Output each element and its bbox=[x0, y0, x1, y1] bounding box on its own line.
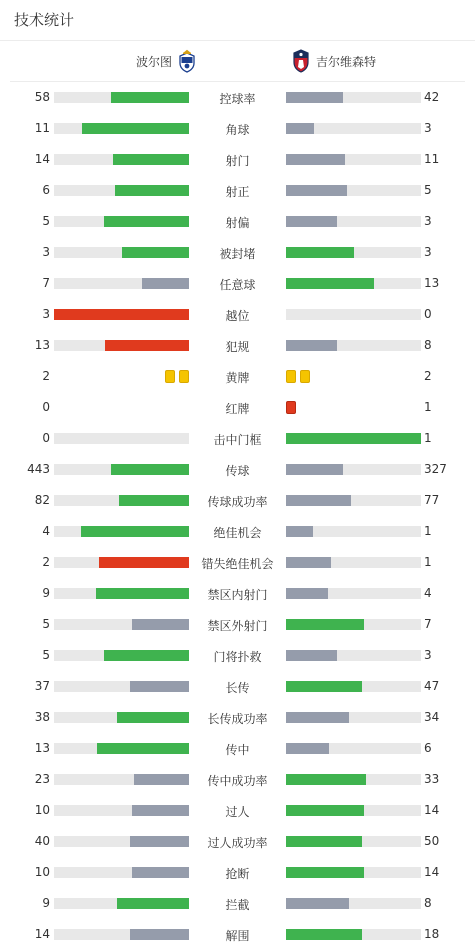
home-bar-fill bbox=[122, 247, 190, 258]
home-bar-fill bbox=[142, 278, 189, 289]
away-bar bbox=[286, 433, 421, 444]
stat-row bbox=[0, 268, 475, 299]
home-value: 5 bbox=[42, 617, 50, 631]
stat-row bbox=[0, 485, 475, 516]
home-value: 58 bbox=[34, 90, 50, 104]
away-value: 1 bbox=[424, 431, 432, 445]
stat-row bbox=[0, 609, 475, 640]
away-bar bbox=[286, 712, 421, 723]
away-bar-fill bbox=[286, 185, 347, 196]
home-bar-fill bbox=[117, 898, 189, 909]
home-bar bbox=[54, 712, 189, 723]
stat-row bbox=[0, 919, 475, 950]
away-bar bbox=[286, 681, 421, 692]
away-value: 6 bbox=[424, 741, 432, 755]
away-value: 327 bbox=[424, 462, 447, 476]
away-value: 3 bbox=[424, 214, 432, 228]
home-bar bbox=[54, 216, 189, 227]
stat-label: 角球 bbox=[225, 123, 250, 137]
stat-label: 禁区外射门 bbox=[207, 619, 268, 633]
away-team-name: 吉尔维森特 bbox=[316, 54, 377, 69]
stat-row bbox=[0, 702, 475, 733]
away-bar-fill bbox=[286, 278, 374, 289]
stat-label: 黄牌 bbox=[225, 371, 250, 385]
away-bar-fill bbox=[286, 433, 421, 444]
home-value: 0 bbox=[42, 400, 50, 414]
home-value: 9 bbox=[42, 586, 50, 600]
home-bar bbox=[54, 278, 189, 289]
away-bar bbox=[286, 619, 421, 630]
home-value: 0 bbox=[42, 431, 50, 445]
away-bar bbox=[286, 867, 421, 878]
stat-label: 过人成功率 bbox=[207, 836, 268, 850]
stat-label: 过人 bbox=[225, 805, 250, 819]
away-bar bbox=[286, 526, 421, 537]
stat-label: 红牌 bbox=[225, 402, 250, 416]
home-value: 3 bbox=[42, 307, 50, 321]
home-bar bbox=[54, 836, 189, 847]
home-bar bbox=[54, 495, 189, 506]
away-bar bbox=[286, 929, 421, 940]
home-value: 82 bbox=[34, 493, 50, 507]
away-value: 77 bbox=[424, 493, 440, 507]
away-bar-fill bbox=[286, 123, 314, 134]
home-value: 23 bbox=[34, 772, 50, 786]
away-bar-fill bbox=[286, 867, 364, 878]
home-value: 7 bbox=[42, 276, 50, 290]
away-bar bbox=[286, 154, 421, 165]
home-bar bbox=[54, 681, 189, 692]
away-bar bbox=[286, 898, 421, 909]
away-bar-fill bbox=[286, 712, 349, 723]
stat-row bbox=[0, 857, 475, 888]
home-value: 5 bbox=[42, 648, 50, 662]
home-bar-fill bbox=[134, 774, 189, 785]
home-bar-fill bbox=[81, 526, 189, 537]
home-bar-fill bbox=[117, 712, 189, 723]
away-value: 5 bbox=[424, 183, 432, 197]
home-bar bbox=[54, 309, 189, 320]
home-value: 38 bbox=[34, 710, 50, 724]
stat-row bbox=[0, 144, 475, 175]
away-bar-fill bbox=[286, 216, 337, 227]
section-title: 技术统计 bbox=[14, 11, 75, 29]
away-value: 11 bbox=[424, 152, 440, 166]
stat-row bbox=[0, 175, 475, 206]
home-bar-fill bbox=[113, 154, 189, 165]
stat-row bbox=[0, 206, 475, 237]
home-bar-fill bbox=[130, 836, 189, 847]
stat-row bbox=[0, 330, 475, 361]
away-bar bbox=[286, 495, 421, 506]
stat-row bbox=[0, 361, 475, 392]
stat-row bbox=[0, 547, 475, 578]
away-value: 47 bbox=[424, 679, 440, 693]
home-bar-fill bbox=[54, 309, 189, 320]
stat-label: 越位 bbox=[225, 309, 250, 323]
home-bar bbox=[54, 464, 189, 475]
home-bar bbox=[54, 743, 189, 754]
away-value: 3 bbox=[424, 648, 432, 662]
stat-row bbox=[0, 578, 475, 609]
stat-label: 拦截 bbox=[225, 898, 250, 912]
home-bar-fill bbox=[130, 929, 189, 940]
stat-row bbox=[0, 888, 475, 919]
away-bar-fill bbox=[286, 898, 349, 909]
home-bar-fill bbox=[130, 681, 189, 692]
away-bar bbox=[286, 650, 421, 661]
away-bar-fill bbox=[286, 526, 313, 537]
away-bar bbox=[286, 557, 421, 568]
away-bar bbox=[286, 743, 421, 754]
stat-row bbox=[0, 640, 475, 671]
home-bar bbox=[54, 774, 189, 785]
away-bar-fill bbox=[286, 154, 345, 165]
stat-label: 抢断 bbox=[225, 867, 250, 881]
stat-row bbox=[0, 826, 475, 857]
away-bar-fill bbox=[286, 805, 364, 816]
stat-row bbox=[0, 764, 475, 795]
home-bar bbox=[54, 588, 189, 599]
away-bar bbox=[286, 185, 421, 196]
stat-row bbox=[0, 237, 475, 268]
home-bar-fill bbox=[96, 588, 189, 599]
home-bar-fill bbox=[105, 340, 189, 351]
home-team[interactable] bbox=[136, 41, 196, 81]
home-cards bbox=[54, 370, 189, 383]
away-bar bbox=[286, 309, 421, 320]
home-value: 9 bbox=[42, 896, 50, 910]
home-bar bbox=[54, 185, 189, 196]
home-bar bbox=[54, 247, 189, 258]
away-bar bbox=[286, 588, 421, 599]
yellow-card-icon bbox=[179, 370, 189, 383]
home-value: 13 bbox=[34, 741, 50, 755]
away-bar-fill bbox=[286, 650, 337, 661]
home-bar bbox=[54, 805, 189, 816]
away-bar bbox=[286, 278, 421, 289]
home-bar bbox=[54, 92, 189, 103]
stats-list bbox=[0, 82, 475, 950]
home-bar bbox=[54, 867, 189, 878]
stat-row bbox=[0, 113, 475, 144]
home-bar bbox=[54, 123, 189, 134]
stat-label: 控球率 bbox=[219, 92, 256, 106]
away-bar bbox=[286, 836, 421, 847]
away-value: 0 bbox=[424, 307, 432, 321]
away-bar-fill bbox=[286, 557, 331, 568]
home-value: 2 bbox=[42, 369, 50, 383]
home-bar-fill bbox=[97, 743, 189, 754]
away-bar-fill bbox=[286, 340, 337, 351]
stat-label: 禁区内射门 bbox=[207, 588, 268, 602]
away-bar-fill bbox=[286, 92, 343, 103]
home-bar bbox=[54, 929, 189, 940]
away-value: 14 bbox=[424, 803, 440, 817]
away-bar bbox=[286, 774, 421, 785]
away-value: 4 bbox=[424, 586, 432, 600]
home-bar bbox=[54, 433, 189, 444]
home-value: 10 bbox=[34, 865, 50, 879]
home-value: 4 bbox=[42, 524, 50, 538]
home-bar bbox=[54, 619, 189, 630]
home-value: 13 bbox=[34, 338, 50, 352]
away-bar bbox=[286, 464, 421, 475]
home-bar-fill bbox=[111, 464, 189, 475]
home-bar-fill bbox=[115, 185, 189, 196]
away-bar-fill bbox=[286, 774, 366, 785]
home-bar bbox=[54, 557, 189, 568]
home-value: 14 bbox=[34, 152, 50, 166]
away-value: 8 bbox=[424, 338, 432, 352]
home-value: 40 bbox=[34, 834, 50, 848]
home-value: 5 bbox=[42, 214, 50, 228]
away-cards bbox=[286, 401, 421, 414]
yellow-card-icon bbox=[286, 370, 296, 383]
away-bar-fill bbox=[286, 681, 362, 692]
home-bar bbox=[54, 650, 189, 661]
away-bar bbox=[286, 805, 421, 816]
away-value: 7 bbox=[424, 617, 432, 631]
stat-row bbox=[0, 454, 475, 485]
home-bar-fill bbox=[119, 495, 189, 506]
stat-label: 射正 bbox=[225, 185, 250, 199]
away-value: 14 bbox=[424, 865, 440, 879]
away-value: 34 bbox=[424, 710, 440, 724]
away-bar-fill bbox=[286, 619, 364, 630]
stat-label: 被封堵 bbox=[219, 247, 256, 261]
home-bar-fill bbox=[132, 619, 189, 630]
stat-row bbox=[0, 516, 475, 547]
home-value: 3 bbox=[42, 245, 50, 259]
away-bar bbox=[286, 340, 421, 351]
stat-label: 任意球 bbox=[219, 278, 256, 292]
stat-label: 射偏 bbox=[225, 216, 250, 230]
away-bar-fill bbox=[286, 929, 362, 940]
home-value: 6 bbox=[42, 183, 50, 197]
stat-label: 击中门框 bbox=[213, 433, 262, 447]
home-bar bbox=[54, 154, 189, 165]
stat-label: 传中 bbox=[225, 743, 250, 757]
yellow-card-icon bbox=[300, 370, 310, 383]
stat-label: 门将扑救 bbox=[213, 650, 262, 664]
yellow-card-icon bbox=[165, 370, 175, 383]
home-bar-fill bbox=[104, 650, 189, 661]
home-bar-fill bbox=[111, 92, 189, 103]
away-value: 1 bbox=[424, 400, 432, 414]
home-value: 37 bbox=[34, 679, 50, 693]
away-bar-fill bbox=[286, 247, 354, 258]
away-bar bbox=[286, 247, 421, 258]
stat-row bbox=[0, 795, 475, 826]
away-bar-fill bbox=[286, 495, 351, 506]
stat-row bbox=[0, 733, 475, 764]
home-bar-fill bbox=[99, 557, 189, 568]
stat-row bbox=[0, 671, 475, 702]
stat-label: 长传 bbox=[225, 681, 250, 695]
stat-label: 传中成功率 bbox=[207, 774, 268, 788]
away-value: 42 bbox=[424, 90, 440, 104]
away-bar bbox=[286, 92, 421, 103]
home-bar bbox=[54, 898, 189, 909]
away-value: 50 bbox=[424, 834, 440, 848]
home-bar-fill bbox=[132, 805, 189, 816]
red-card-icon bbox=[286, 401, 296, 414]
away-bar-fill bbox=[286, 836, 362, 847]
gil-vicente-crest-icon bbox=[292, 49, 310, 73]
home-value: 11 bbox=[34, 121, 50, 135]
away-bar bbox=[286, 123, 421, 134]
stat-label: 长传成功率 bbox=[207, 712, 268, 726]
away-value: 18 bbox=[424, 927, 440, 941]
away-cards bbox=[286, 370, 421, 383]
away-bar-fill bbox=[286, 588, 328, 599]
stat-label: 射门 bbox=[225, 154, 250, 168]
away-value: 2 bbox=[424, 369, 432, 383]
away-team[interactable] bbox=[292, 41, 376, 81]
away-bar-fill bbox=[286, 464, 343, 475]
stat-row bbox=[0, 392, 475, 423]
away-value: 1 bbox=[424, 524, 432, 538]
away-value: 8 bbox=[424, 896, 432, 910]
stat-label: 绝佳机会 bbox=[213, 526, 262, 540]
porto-crest-icon bbox=[178, 49, 196, 73]
away-value: 3 bbox=[424, 121, 432, 135]
home-cards bbox=[54, 401, 189, 414]
home-bar-fill bbox=[132, 867, 189, 878]
stat-row bbox=[0, 299, 475, 330]
home-value: 443 bbox=[27, 462, 50, 476]
stat-label: 解围 bbox=[225, 929, 250, 943]
stat-row bbox=[0, 423, 475, 454]
stat-label: 犯规 bbox=[225, 340, 250, 354]
home-bar-fill bbox=[82, 123, 189, 134]
home-value: 2 bbox=[42, 555, 50, 569]
away-value: 33 bbox=[424, 772, 440, 786]
away-value: 3 bbox=[424, 245, 432, 259]
stat-label: 传球成功率 bbox=[207, 495, 268, 509]
home-team-name: 波尔图 bbox=[135, 54, 172, 69]
away-value: 13 bbox=[424, 276, 440, 290]
home-bar bbox=[54, 526, 189, 537]
away-value: 1 bbox=[424, 555, 432, 569]
away-bar-fill bbox=[286, 743, 329, 754]
away-bar bbox=[286, 216, 421, 227]
home-value: 14 bbox=[34, 927, 50, 941]
home-bar-fill bbox=[104, 216, 189, 227]
stat-row bbox=[0, 82, 475, 113]
home-bar bbox=[54, 340, 189, 351]
home-value: 10 bbox=[34, 803, 50, 817]
stat-label: 传球 bbox=[225, 464, 250, 478]
stat-label: 错失绝佳机会 bbox=[201, 557, 274, 571]
teams-header bbox=[10, 41, 465, 82]
